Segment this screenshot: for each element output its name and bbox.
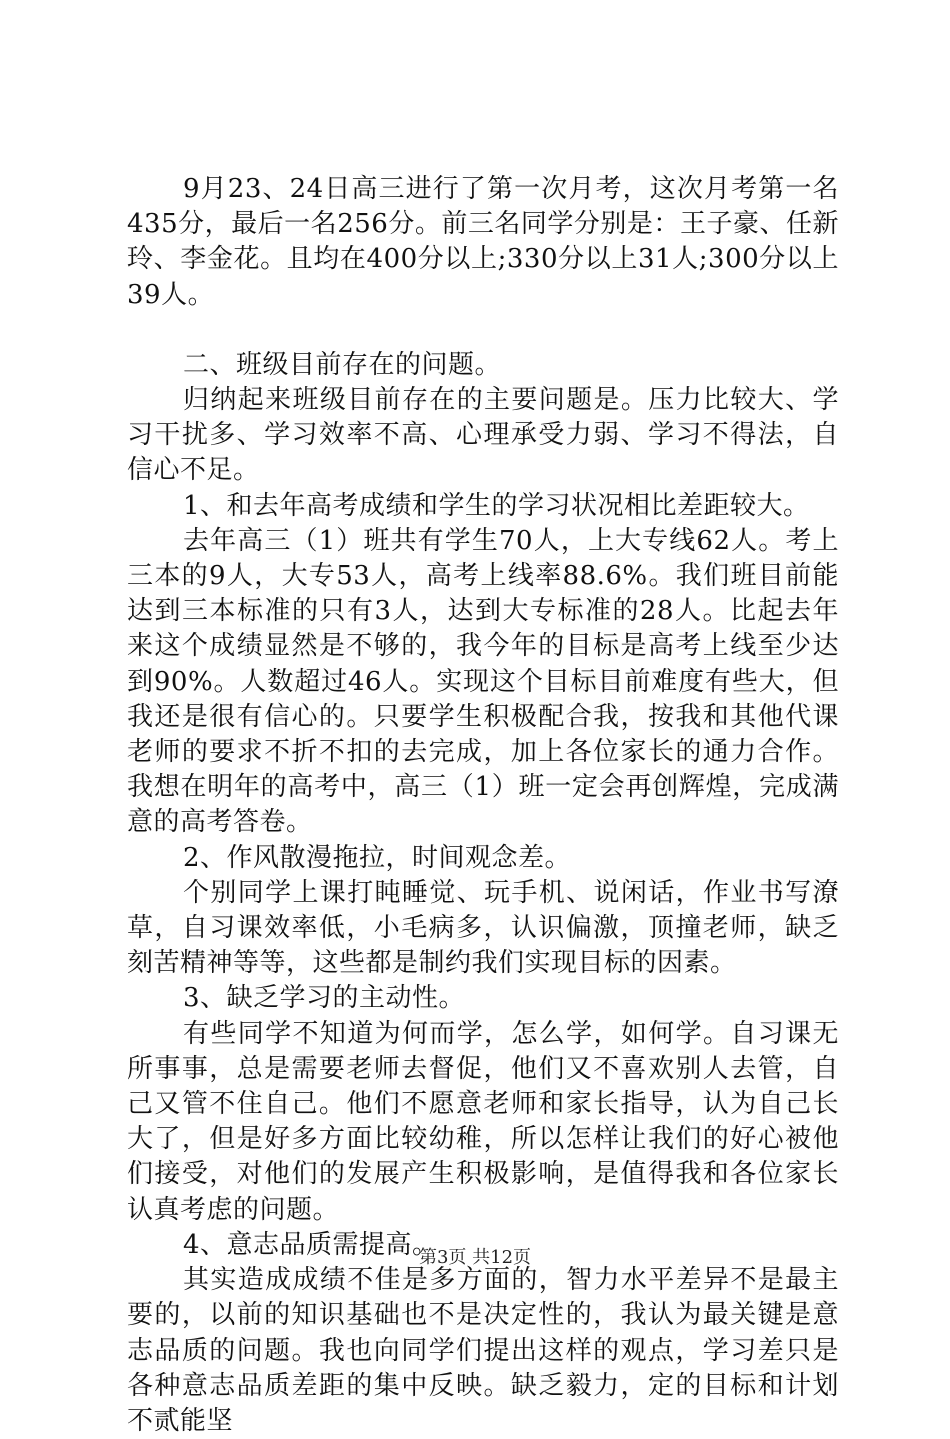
paragraph-problem-3: 有些同学不知道为何而学，怎么学，如何学。自习课无所事事，总是需要老师去督促，他们又不喜欢别人去管，自己又管不住自己。他们不愿意老师和家长指导，认为自己长大了，但是好多方面比较幼稚，所以怎样让我们的好心被他们接受，对他们的发展产生积极影响，是值得我和各位家长认真考虑的问题。 [127, 1018, 839, 1225]
heading-problem-1: 1、和去年高考成绩和学生的学习状况相比差距较大。 [183, 490, 810, 521]
heading-class-problems: 二、班级目前存在的问题。 [183, 349, 502, 380]
page-footer: 第3页 共12页 [418, 1247, 532, 1268]
paragraph-problem-2: 个别同学上课打盹睡觉、玩手机、说闲话，作业书写潦草，自习课效率低，小毛病多，认识偏激，顶撞老师，缺乏刻苦精神等等，这些都是制约我们实现目标的因素。 [127, 877, 839, 979]
paragraph-problems-summary: 归纳起来班级目前存在的主要问题是。压力比较大、学习干扰多、学习效率不高、心理承受力弱、学习不得法，自信心不足。 [127, 385, 839, 486]
paragraph-exam-results: 9月23、24日高三进行了第一次月考，这次月考第一名435分，最后一名256分。前三名同学分别是：王子豪、任新玲、李金花。且均在400分以上;330分以上31人;300分以上39人。 [127, 174, 839, 310]
heading-problem-3: 3、缺乏学习的主动性。 [183, 983, 466, 1014]
paragraph-problem-4: 其实造成成绩不佳是多方面的，智力水平差异不是最主要的，以前的知识基础也不是决定性的，我认为最关键是意志品质的问题。我也向同学们提出这样的观点，学习差只是各种意志品质差距的集中反映。缺乏毅力，定的目标和计划不贰能坚 [127, 1265, 839, 1436]
heading-problem-2: 2、作风散漫拖拉，时间观念差。 [183, 842, 572, 873]
heading-problem-4: 4、意志品质需提高。 [183, 1229, 439, 1260]
paragraph-problem-1: 去年高三（1）班共有学生70人，上大专线62人。考上三本的9人，大专53人，高考上线率88.6%。我们班目前能达到三本标准的只有3人，达到大专标准的28人。比起去年来这个成绩显然是不够的，我今年的目标是高考上线至少达到90%。人数超过46人。实现这个目标目前难度有些大，但我还是很有信心的。只要学生积极配合我，按我和其他代课老师的要求不折不扣的去完成，加上各位家长的通力合作。我想在明年的高考中，高三（1）班一定会再创辉煌，完成满意的高考答卷。 [127, 525, 839, 838]
